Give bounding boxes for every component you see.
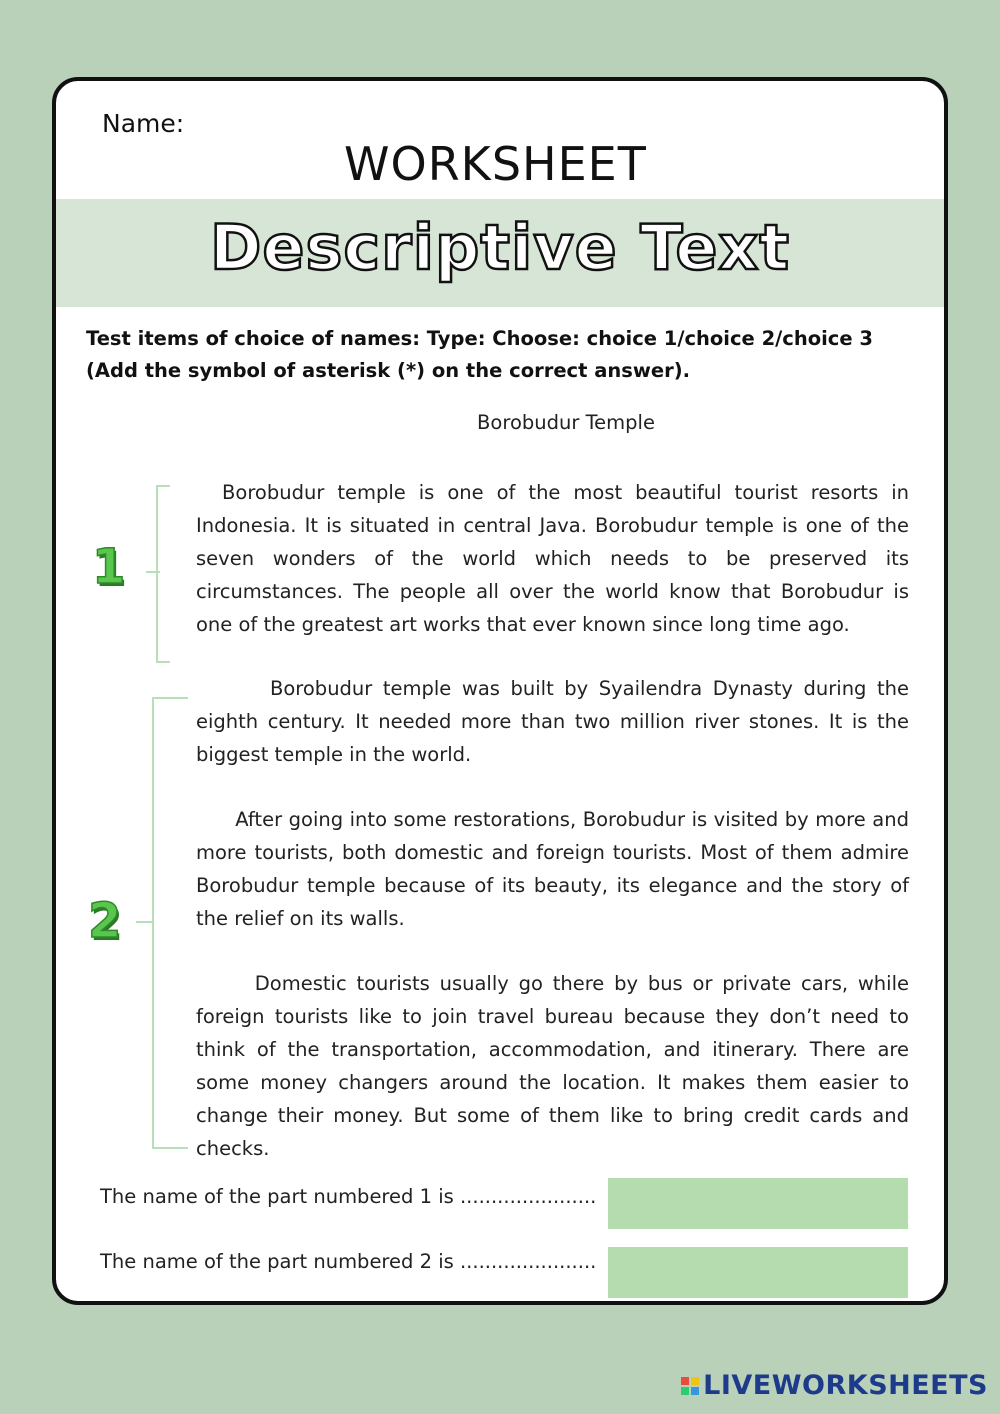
liveworksheets-logo-icon bbox=[681, 1377, 699, 1395]
instructions: Test items of choice of names: Type: Choose: choice 1/choice 2/choice 3 (Add the symbol of asterisk (*) on the correct answer). bbox=[86, 327, 873, 382]
question-2-answer-box[interactable] bbox=[608, 1247, 908, 1298]
logo-square-2 bbox=[691, 1377, 699, 1385]
logo-square-4 bbox=[691, 1387, 699, 1395]
part-1-number: 1 bbox=[92, 539, 126, 595]
banner-title: Descriptive Text bbox=[209, 211, 791, 284]
part-2-bracket bbox=[152, 697, 188, 1149]
liveworksheets-footer bbox=[681, 1370, 988, 1401]
part-1-bracket-tick bbox=[146, 571, 160, 573]
question-1-answer-box[interactable] bbox=[608, 1178, 908, 1229]
liveworksheets-brand: LIVEWORKSHEETS bbox=[703, 1370, 988, 1401]
paragraph-4: Domestic tourists usually go there by bus or private cars, while foreign tourists like to join travel bureau because they don’t need to think of the transportation, accommodation, and itinerary. There are some money changers around the location. It makes them easier to change their money. But some of them like to bring credit cards and checks. bbox=[196, 972, 909, 1160]
worksheet-sheet bbox=[52, 77, 948, 1305]
name-label: Name: bbox=[102, 109, 185, 138]
logo-square-3 bbox=[681, 1387, 689, 1395]
question-1-label: The name of the part numbered 1 is ...................... bbox=[100, 1185, 597, 1208]
question-2-label: The name of the part numbered 2 is ...................... bbox=[100, 1250, 597, 1273]
paragraph-1: Borobudur temple is one of the most beautiful tourist resorts in Indonesia. It is situated in central Java. Borobudur temple is one of the seven wonders of the world which needs to be preserved its circumstances. The people all over the world know that Borobudur is one of the greatest art works that ever known since long time ago. bbox=[196, 481, 909, 636]
logo-square-1 bbox=[681, 1377, 689, 1385]
text-title: Borobudur Temple bbox=[477, 411, 655, 434]
part-2-number: 2 bbox=[88, 893, 122, 949]
part-2-bracket-tick bbox=[136, 921, 154, 923]
part-1-bracket bbox=[156, 485, 170, 663]
paragraph-3: After going into some restorations, Borobudur is visited by more and more tourists, both domestic and foreign tourists. Most of them admire Borobudur temple because of its beauty, its elegance and the story of the relief on its walls. bbox=[196, 808, 909, 930]
title-banner bbox=[56, 199, 944, 307]
worksheet-title: WORKSHEET bbox=[344, 137, 647, 191]
paragraph-2: Borobudur temple was built by Syailendra Dynasty during the eighth century. It needed more than two million river stones. It is the biggest temple in the world. bbox=[196, 677, 909, 766]
